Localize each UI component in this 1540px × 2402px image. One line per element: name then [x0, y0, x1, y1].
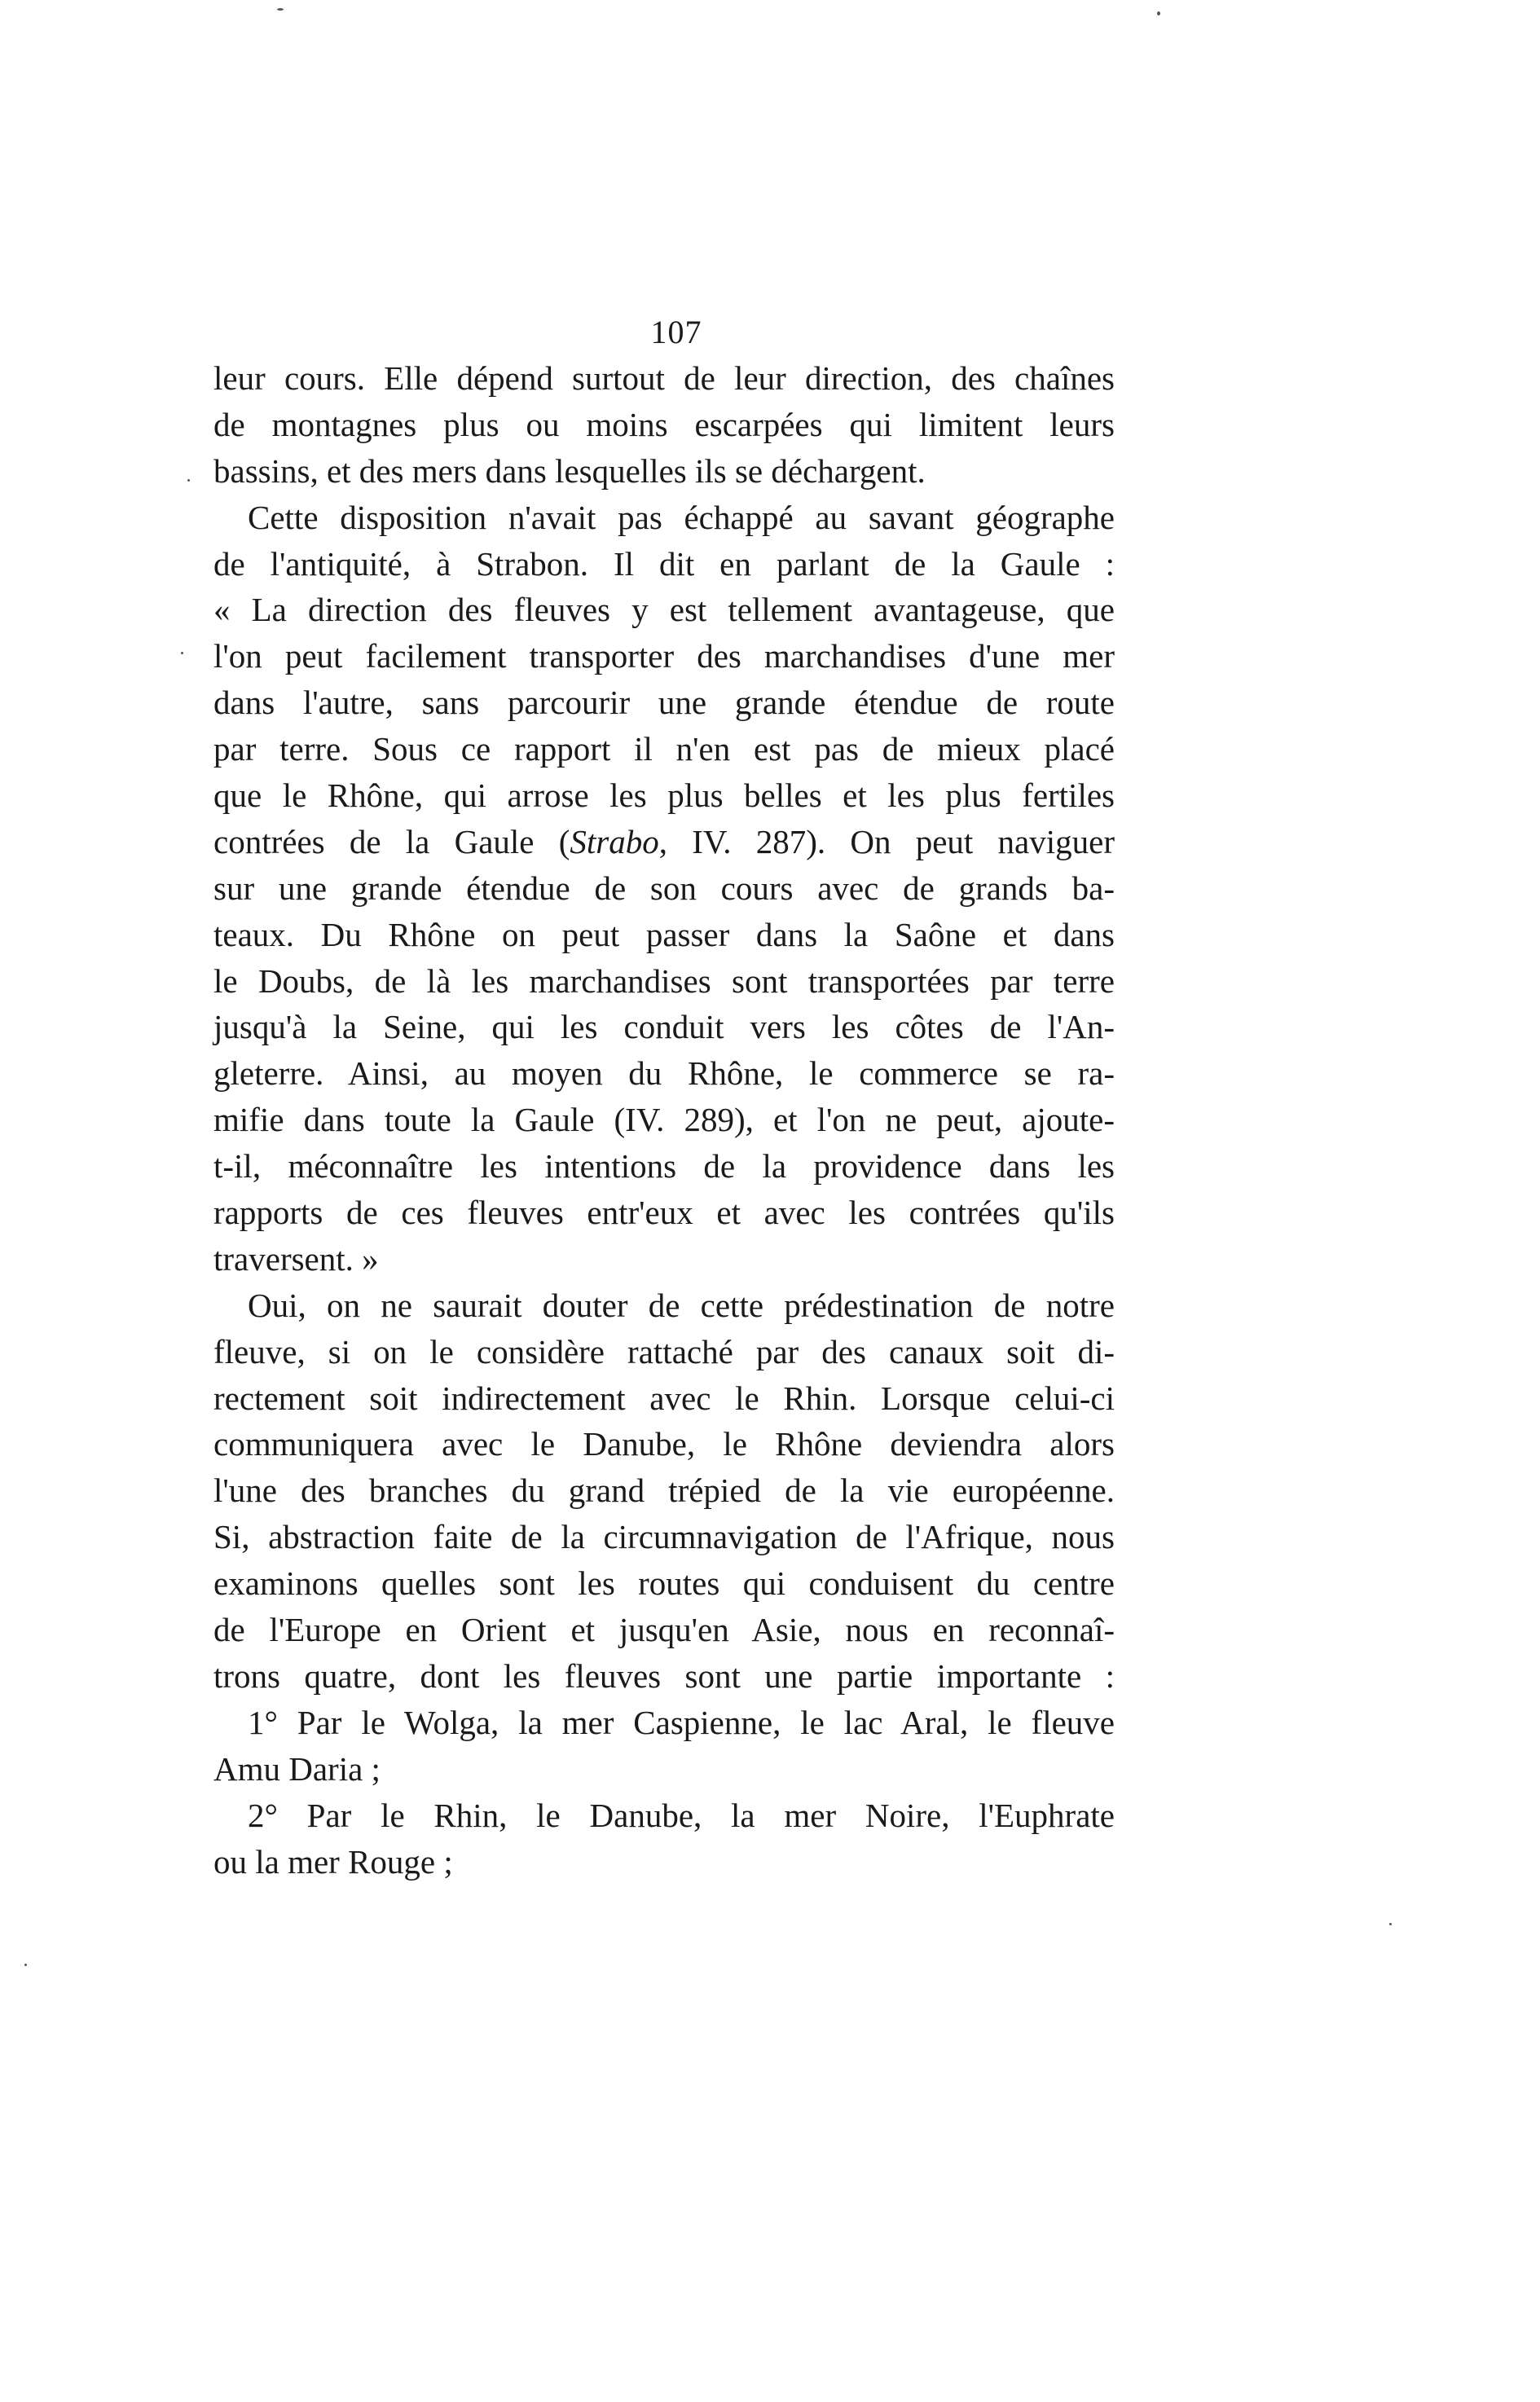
text-line: que le Rhône, qui arrose les plus belles et les plus fertiles	[213, 776, 1115, 815]
text-line: dans l'autre, sans parcourir une grande étendue de route	[213, 684, 1115, 722]
print-speck	[1389, 1923, 1392, 1925]
text-line: t-il, méconnaître les intentions de la providence dans les	[213, 1147, 1115, 1186]
text-line: examinons quelles sont les routes qui conduisent du centre	[213, 1564, 1115, 1603]
citation-italic: Strabo	[570, 822, 659, 860]
text-line: sur une grande étendue de son cours avec de grands ba-	[213, 869, 1115, 907]
text-line: Cette disposition n'avait pas échappé au savant géographe	[248, 498, 1115, 536]
text-line: de l'antiquité, à Strabon. Il dit en parlant de la Gaule :	[213, 544, 1115, 583]
text-line: gleterre. Ainsi, au moyen du Rhône, le commerce se ra-	[213, 1054, 1115, 1093]
text-line: teaux. Du Rhône on peut passer dans la Saône et dans	[213, 915, 1115, 953]
text-line: contrées de la Gaule (Strabo, IV. 287). On peut naviguer	[213, 822, 1115, 860]
print-speck	[187, 479, 190, 482]
text-line: 2° Par le Rhin, le Danube, la mer Noire, l'Euphrate	[248, 1796, 1115, 1834]
text-line: mifie dans toute la Gaule (IV. 289), et l'on ne peut, ajoute-	[213, 1101, 1115, 1139]
text-line: de l'Europe en Orient et jusqu'en Asie, nous en reconnaî-	[213, 1611, 1115, 1649]
text-line: de montagnes plus ou moins escarpées qui limitent leurs	[213, 405, 1115, 443]
text-line: fleuve, si on le considère rattaché par des canaux soit di-	[213, 1332, 1115, 1370]
text-line: l'une des branches du grand trépied de la vie européenne.	[213, 1472, 1115, 1510]
text-line: bassins, et des mers dans lesquelles ils se déchargent.	[213, 451, 926, 490]
text-line: communiquera avec le Danube, le Rhône deviendra alors	[213, 1425, 1115, 1463]
print-speck	[181, 652, 183, 654]
text-line: l'on peut facilement transporter des marchandises d'une mer	[213, 637, 1115, 675]
text-line: jusqu'à la Seine, qui les conduit vers les côtes de l'An-	[213, 1008, 1115, 1046]
print-speck	[24, 1964, 27, 1966]
text-line: trons quatre, dont les fleuves sont une partie importante :	[213, 1656, 1115, 1695]
text-line: Amu Daria ;	[213, 1749, 381, 1788]
text-line: rapports de ces fleuves entr'eux et avec les contrées qu'ils	[213, 1194, 1115, 1232]
page-number: 107	[650, 314, 702, 350]
text-line: traversent. »	[213, 1239, 379, 1278]
text-line: « La direction des fleuves y est tellement avantageuse, que	[213, 591, 1115, 629]
text-line: Si, abstraction faite de la circumnavigation de l'Afrique, nous	[213, 1518, 1115, 1556]
text-line: 1° Par le Wolga, la mer Caspienne, le lac Aral, le fleuve	[248, 1703, 1115, 1741]
text-line: leur cours. Elle dépend surtout de leur direction, des chaînes	[213, 359, 1115, 397]
print-speck	[277, 8, 284, 11]
text-line: le Doubs, de là les marchandises sont transportées par terre	[213, 961, 1115, 1000]
body-text	[213, 355, 1115, 1885]
print-speck	[1157, 11, 1160, 15]
text-line: ou la mer Rouge ;	[213, 1842, 453, 1881]
text-line: Oui, on ne saurait douter de cette prédestination de notre	[248, 1286, 1115, 1324]
text-line: rectement soit indirectement avec le Rhin. Lorsque celui-ci	[213, 1379, 1115, 1417]
text-line: par terre. Sous ce rapport il n'en est pas de mieux placé	[213, 730, 1115, 768]
